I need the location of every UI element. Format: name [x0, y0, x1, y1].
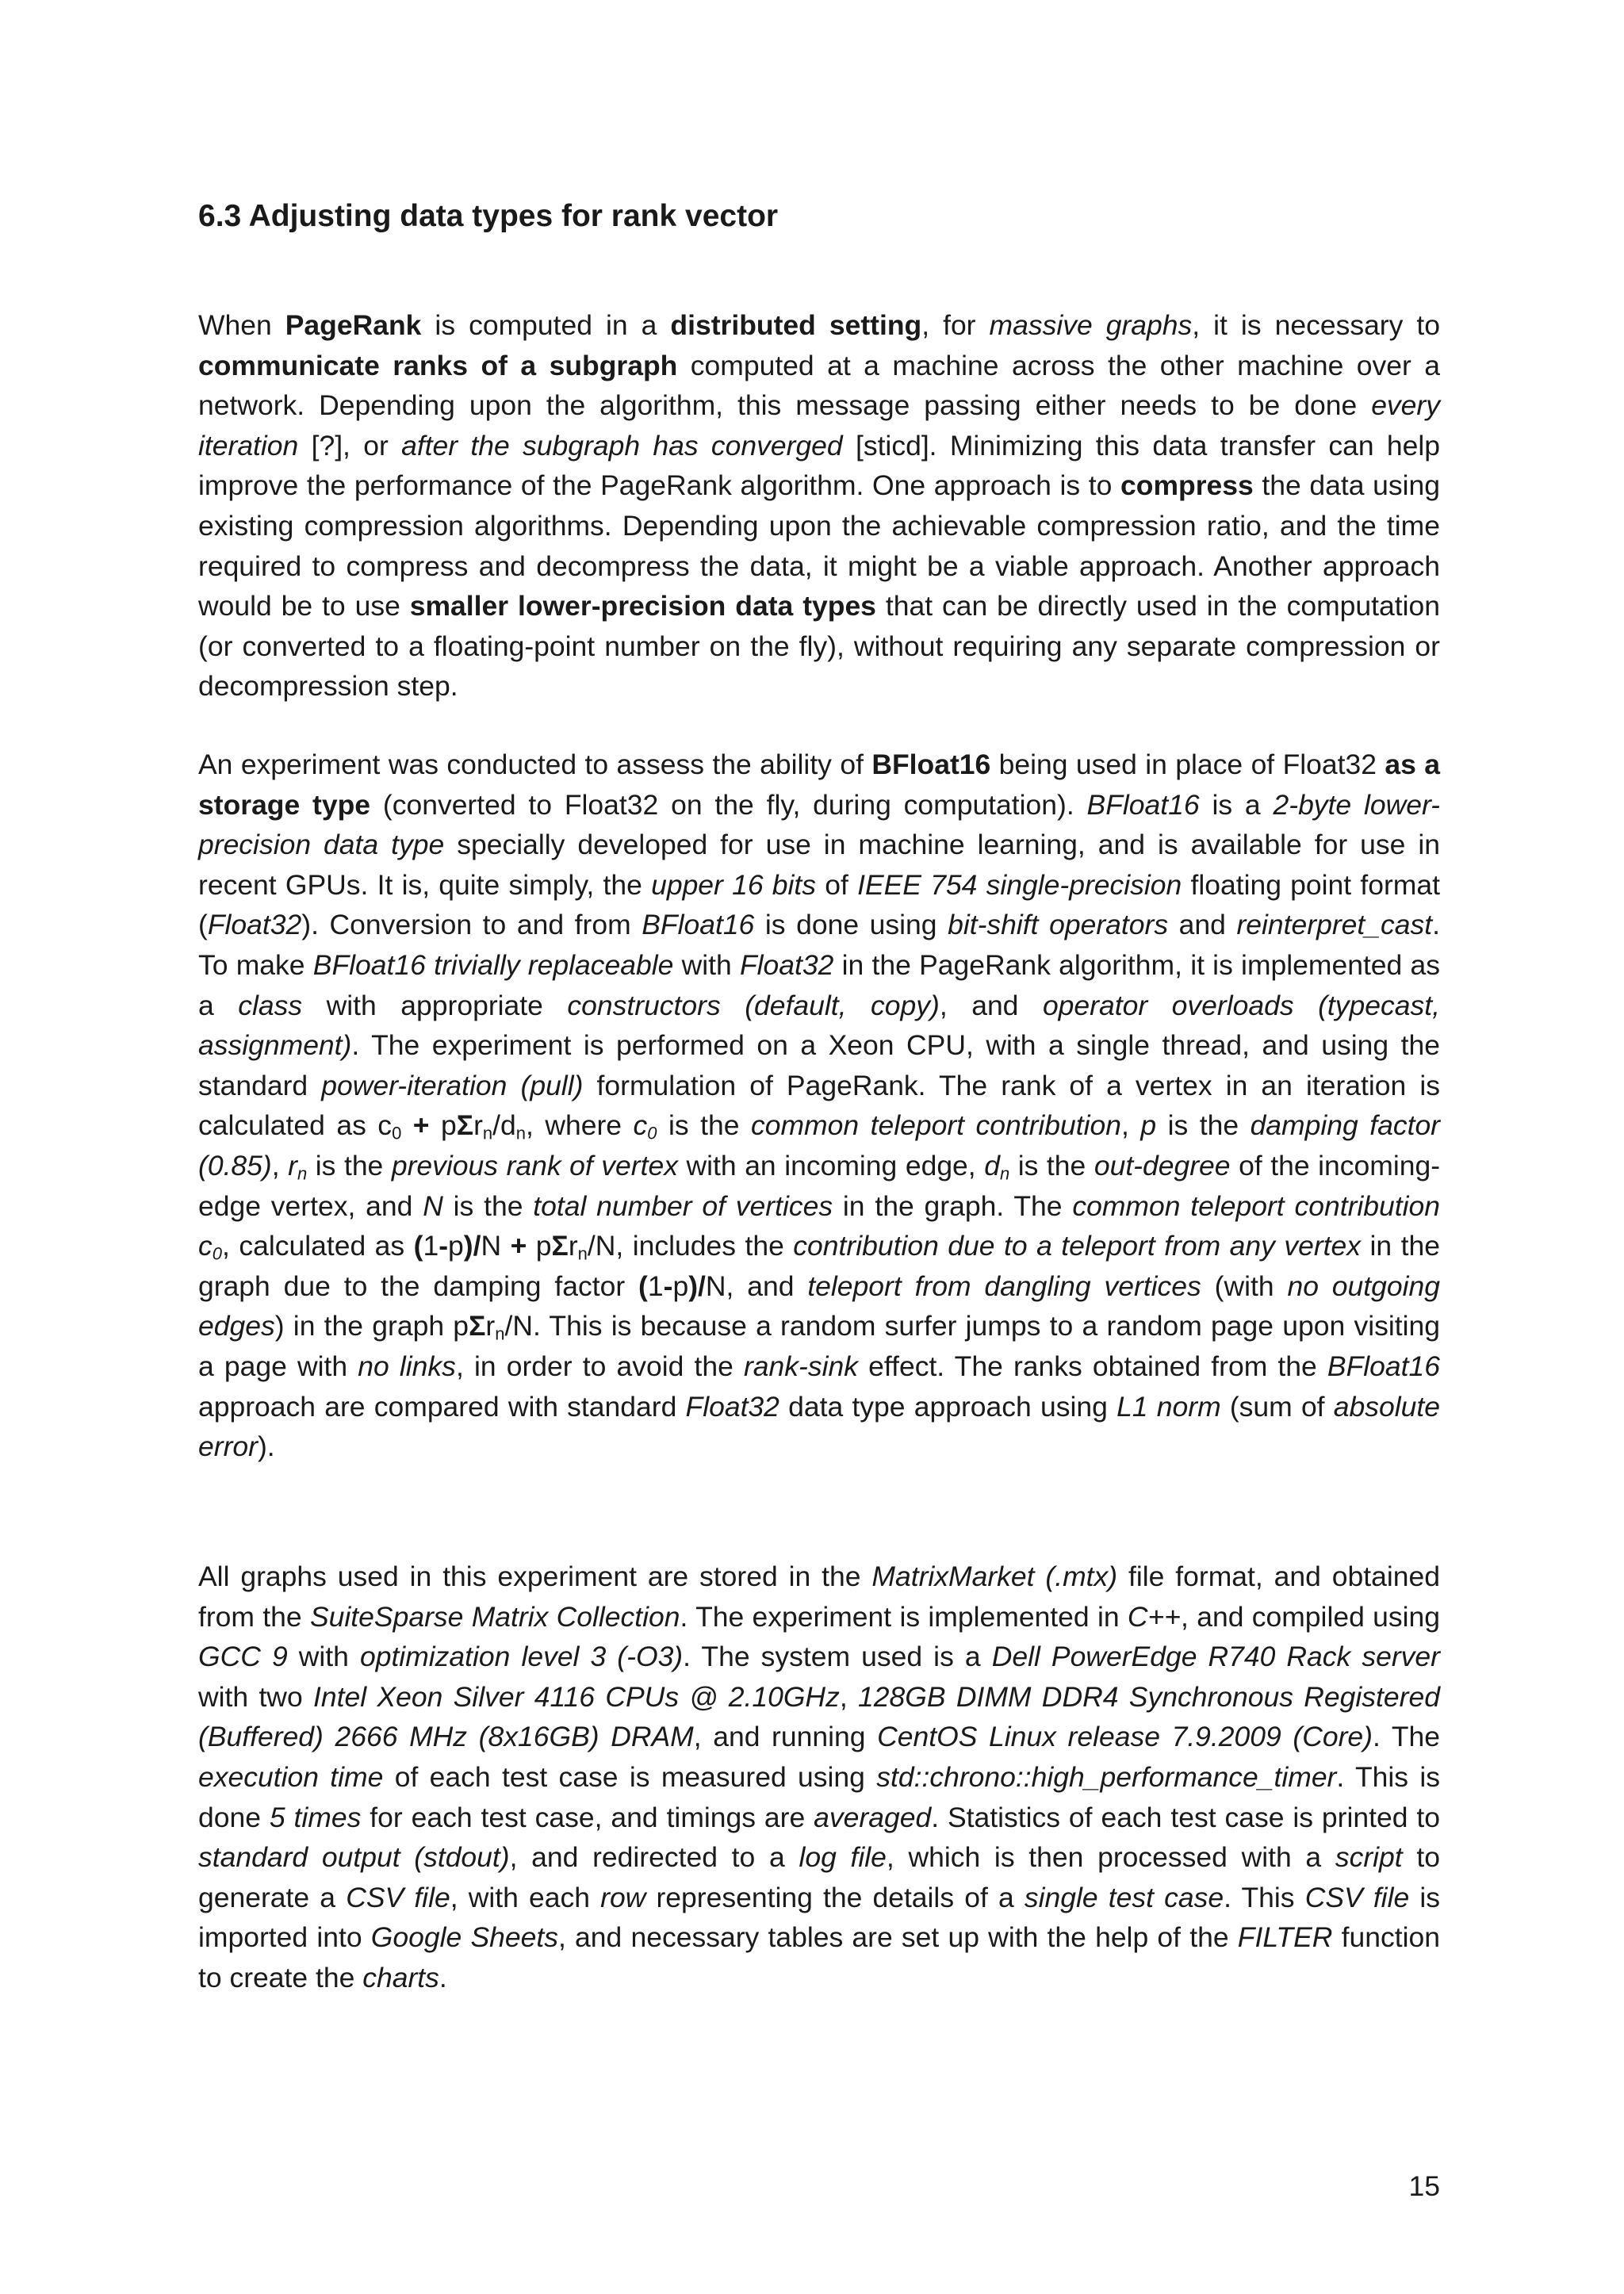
paragraph-bfloat16-experiment: An experiment was conducted to assess the ability of BFloat16 being used in place of Float32 as a storage type (converted to Float32 on the fly, during computation). BFloat16 is a 2-byte lower-precision data type specially developed for use in machine learning, and is available for use in recent GPUs. It is, quite simply, the upper 16 bits of IEEE 754 single-precision floating point format (Float32). Conversion to and from BFloat16 is done using bit-shift operators and reinterpret_cast. To make BFloat16 trivially replaceable with Float32 in the PageRank algorithm, it is implemented as a class with appropriate constructors (default, copy), and operator overloads (typecast, assignment). The experiment is performed on a Xeon CPU, with a single thread, and using the standard power-iteration (pull) formulation of PageRank. The rank of a vertex in an iteration is calculated as $c_0 + p\Sigma r_n/d_n$, where $c_0$ is the common teleport contribution, p is the damping factor (0.85), $r_n$ is the previous rank of vertex with an incoming edge, $d_n$ is the out-degree of the incoming-edge vertex, and N is the total number of vertices in the graph. The common teleport contribution $c_0$, calculated as (1-p)/N + pΣr$_n$/N, includes the contribution due to a teleport from any vertex in the graph due to the damping factor (1-p)/N, and teleport from dangling vertices (with no outgoing edges) in the graph pΣr$_n$/N. This is because a random surfer jumps to a random page upon visiting a page with no links, in order to avoid the rank-sink effect. The ranks obtained from the BFloat16 approach are compared with standard Float32 data type approach using L1 norm (sum of absolute error). [198, 749, 1441, 1463]
page-number: 15 [1408, 2170, 1440, 2202]
section-heading: 6.3 Adjusting data types for rank vector [198, 199, 779, 233]
paragraph-experimental-setup: All graphs used in this experiment are stored in the MatrixMarket (.mtx) file format, and obtained from the SuiteSparse Matrix Collection. The experiment is implemented in C++, and compiled using GCC 9 with optimization level 3 (-O3). The system used is a Dell PowerEdge R740 Rack server with two Intel Xeon Silver 4116 CPUs @ 2.10GHz, 128GB DIMM DDR4 Synchronous Registered (Buffered) 2666 MHz (8x16GB) DRAM, and running CentOS Linux release 7.9.2009 (Core). The execution time of each test case is measured using std::chrono::high_performance_timer. This is done 5 times for each test case, and timings are averaged. Statistics of each test case is printed to standard output (stdout), and redirected to a log file, which is then processed with a script to generate a CSV file, with each row representing the details of a single test case. This CSV file is imported into Google Sheets, and necessary tables are set up with the help of the FILTER function to create the charts. [198, 1561, 1441, 1993]
paragraph-distributed-pagerank: When PageRank is computed in a distributed setting, for massive graphs, it is necessary to communicate ranks of a subgraph computed at a machine across the other machine over a network. Depending upon the algorithm, this message passing either needs to be done every iteration [?], or after the subgraph has converged [sticd]. Minimizing this data transfer can help improve the performance of the PageRank algorithm. One approach is to compress the data using existing compression algorithms. Depending upon the achievable compression ratio, and the time required to compress and decompress the data, it might be a viable approach. Another approach would be to use smaller lower-precision data types that can be directly used in the computation (or converted to a floating-point number on the fly), without requiring any separate compression or decompression step. [198, 309, 1441, 703]
